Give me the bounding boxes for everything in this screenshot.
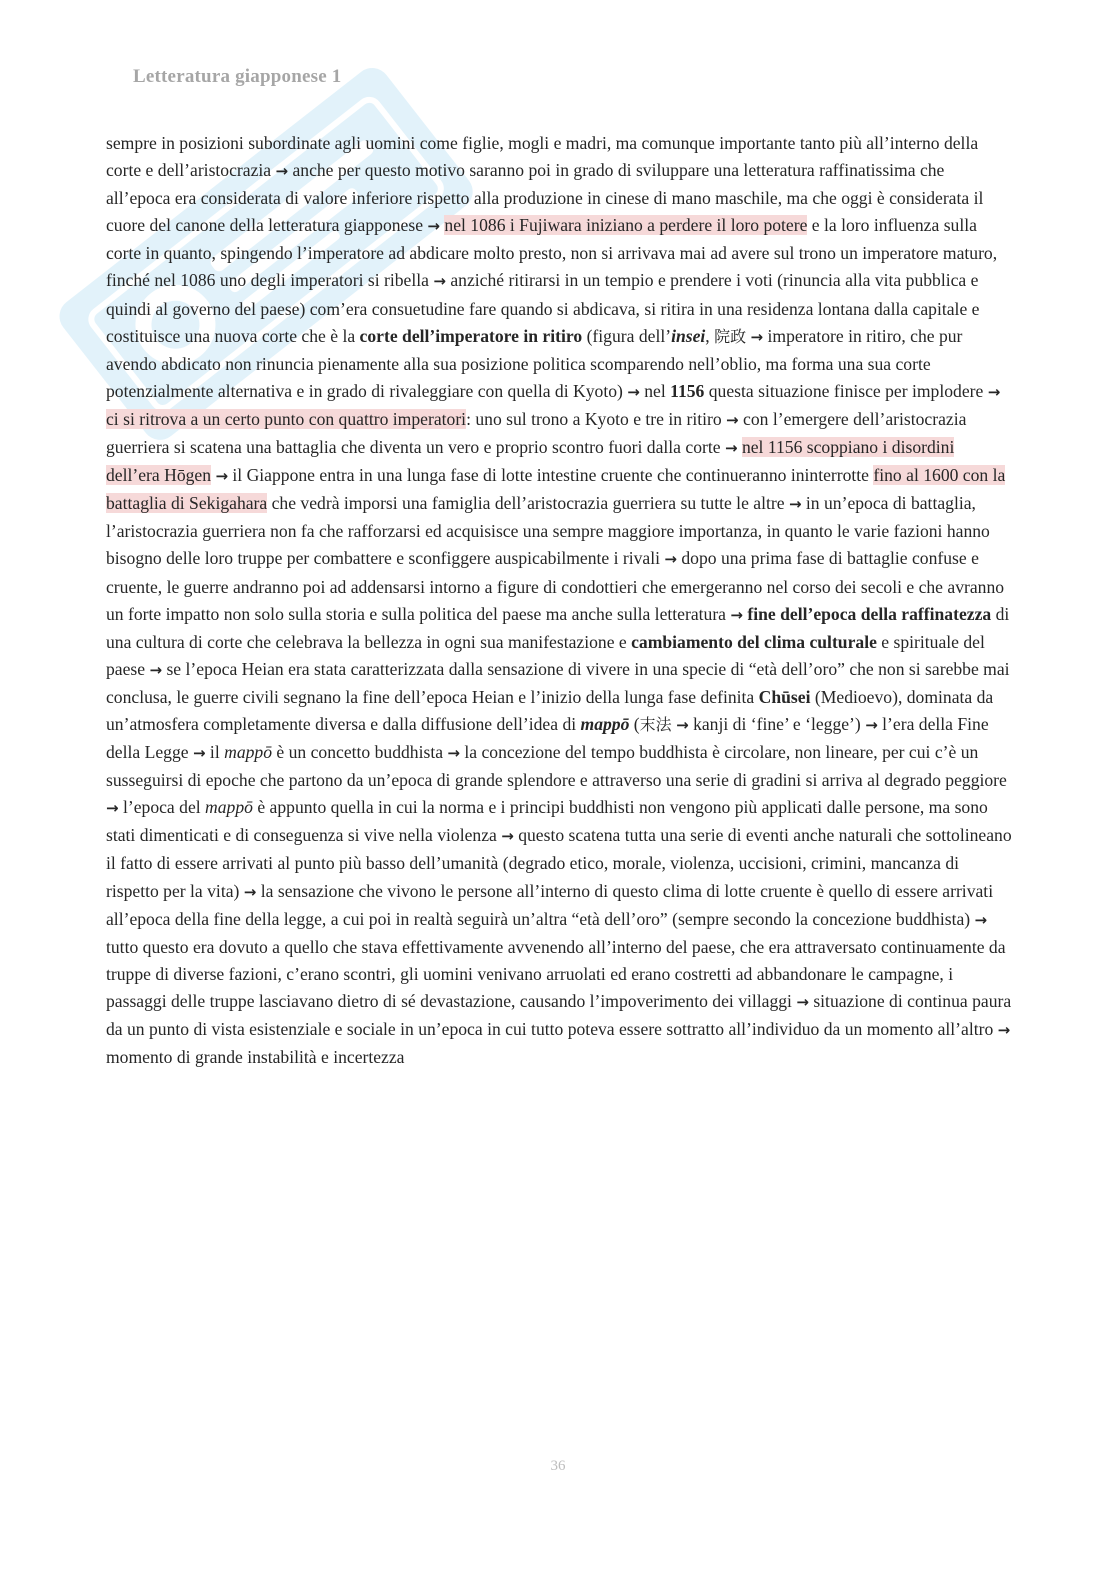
text-segment: momento di grande instabilità e incertezza — [106, 1047, 405, 1068]
arrow-icon: → — [974, 910, 988, 929]
kanji-text: 末法 — [639, 714, 672, 734]
text-segment: anziché ritirarsi in un tempio e prendere i voti (rinuncia alla vita pubblica e quindi al governo del paese) com’era consuetudine fare quando si abdicava, si ritira in una residenza lontana dalla capitale e costituisce una nuova corte che è la — [106, 270, 980, 346]
text-segment: : uno sul trono a Kyoto e tre in ritiro — [466, 408, 727, 429]
bold-term: corte dell’imperatore in ritiro — [359, 325, 583, 346]
text-segment: la concezione del tempo buddhista è circolare, non lineare, per cui c’è un susseguirsi di epoche che partono da un’epoca di grande splendore e attraverso una serie di gradini si arriva al degrado peggiore — [106, 742, 1007, 791]
text-segment: ( — [629, 713, 640, 734]
bold-italic-term: insei — [671, 325, 706, 346]
arrow-icon: → — [149, 660, 163, 679]
text-segment: la sensazione che vivono le persone all’interno di questo clima di lotte cruente è quello di essere arrivati all’epoca della fine della legge, a cui poi in realtà seguirà un’altra “età dell’oro” (sempre secondo la concezione buddhista) — [106, 880, 994, 929]
arrow-icon: → — [427, 217, 440, 236]
arrow-icon: → — [865, 715, 878, 734]
arrow-icon: → — [192, 744, 206, 763]
arrow-icon: → — [730, 605, 743, 624]
text-segment: il Giappone entra in una lunga fase di lotte intestine cruente che continueranno ininterrotte — [228, 465, 874, 486]
text-segment: dopo una prima fase di battaglie confuse e cruente, le guerre andranno poi ad addensarsi intorno a figure di condottieri che emergeranno nel corso dei secoli e che avranno un forte impatto non solo sulla storia e sulla politica del paese ma anche sulla letteratura — [106, 548, 1005, 624]
arrow-icon: → — [664, 550, 677, 569]
bold-term: fine dell’epoca della raffinatezza — [747, 603, 992, 624]
highlighted-text: ci si ritrova a un certo punto con quattro imperatori — [106, 408, 467, 429]
text-segment: sempre in posizioni subordinate agli uomini come figlie, mogli e madri, ma comunque importante tanto più all’interno della corte e dell’aristocrazia — [106, 133, 979, 181]
highlighted-text: nel 1156 scoppiano i disordini dell’era Hōgen — [106, 437, 955, 486]
arrow-icon: → — [726, 410, 739, 429]
text-segment: questo scatena tutta una serie di eventi anche naturali che sottolineano il fatto di essere arrivati al punto più basso dell’umanità (degrado etico, morale, violenza, uccisioni, crimini, mancanza di rispetto per la vita) — [106, 825, 1012, 901]
text-segment: in un’epoca di battaglia, l’aristocrazia guerriera non fa che rafforzarsi ed acquisisce una sempre maggiore importanza, in quanto le varie fazioni hanno bisogno delle loro truppe per combattere e sconfiggere auspicabilmente i rivali — [106, 493, 990, 569]
bold-term: Chūsei — [758, 686, 811, 707]
arrow-icon: → — [215, 467, 229, 486]
text-segment: se l’epoca Heian era stata caratterizzata dalla sensazione di vivere in una specie di “età dell’oro” che non si sarebbe mai conclusa, le guerre civili segnano la fine dell’epoca Heian e l’inizio della lunga fase definita — [106, 658, 1010, 707]
text-segment: kanji di ‘fine’ e ‘legge’) — [688, 713, 866, 734]
highlighted-text: nel 1086 i Fujiwara iniziano a perdere il loro potere — [444, 215, 808, 236]
text-segment: di una cultura di corte che celebrava la bellezza in ogni sua manifestazione e — [106, 603, 1010, 652]
text-segment: e spirituale del paese — [106, 631, 985, 679]
kanji-text: 院政 — [714, 326, 747, 346]
body-paragraph — [106, 130, 1012, 1071]
arrow-icon: → — [676, 715, 689, 734]
text-segment: è appunto quella in cui la norma e i principi buddhisti non vengono più applicati dalle persone, ma sono stati dimenticati e di conseguenza si vive nella violenza — [106, 797, 988, 846]
arrow-icon: → — [788, 495, 802, 514]
arrow-icon: → — [106, 799, 119, 818]
text-segment: nel — [639, 380, 671, 401]
italic-term: mappō — [224, 742, 273, 763]
bold-term: cambiamento del clima culturale — [631, 631, 877, 652]
arrow-icon: → — [997, 1021, 1011, 1039]
text-segment: tutto questo era dovuto a quello che stava effettivamente avvenendo all’interno del paese, che era attraversato continuamente da truppe di diverse fazioni, c’erano scontri, gli uomini venivano arruolati ed erano costretti ad abbandonare le campagne, i passaggi delle truppe lasciavano dietro di sé devastazione, causando l’impoverimento dei villaggi — [106, 936, 1006, 1011]
arrow-icon: → — [750, 327, 764, 346]
arrow-icon: → — [447, 744, 460, 763]
arrow-icon: → — [987, 382, 1001, 401]
highlighted-text: fino al 1600 con la battaglia di Sekigahara — [106, 465, 1006, 514]
text-segment: è un concetto buddhista — [272, 742, 448, 763]
text-segment: , — [705, 325, 715, 346]
text-segment: l’epoca del — [118, 797, 206, 818]
bold-term: 1156 — [670, 380, 705, 401]
page-number: 36 — [550, 1458, 566, 1474]
text-segment: (figura dell’ — [582, 325, 672, 346]
text-segment: l’era della Fine della Legge — [106, 713, 989, 763]
text-segment: imperatore in ritiro, che pur avendo abdicato non rinuncia pienamente alla sua posizione politica scomparendo nell’oblio, ma forma una sua corte potenzialmente alternativa e in grado di rivaleggiare con quella di Kyoto) — [106, 325, 963, 401]
text-segment: questa situazione finisce per implodere — [704, 380, 988, 401]
text-segment: situazione di continua paura da un punto di vista esistenziale e sociale in un’epoca in cui tutto poteva essere sottratto all’individuo da un momento all’altro — [106, 990, 1012, 1039]
arrow-icon: → — [796, 992, 809, 1011]
text-segment: anche per questo motivo saranno poi in grado di sviluppare una letteratura raffinatissima che all’epoca era considerata di valore inferiore rispetto alla produzione in cinese di mano maschile, ma che oggi è considerata il cuore del canone della letteratura giapponese — [106, 160, 984, 236]
bold-italic-term: mappō — [580, 713, 630, 734]
text-segment: che vedrà imporsi una famiglia dell’aristocrazia guerriera su tutte le altre — [267, 493, 789, 514]
page-header-title: Letteratura giapponese 1 — [133, 66, 342, 87]
arrow-icon: → — [433, 272, 446, 291]
arrow-icon: → — [724, 439, 738, 458]
arrow-icon: → — [275, 162, 289, 181]
italic-term: mappō — [205, 797, 253, 818]
arrow-icon: → — [627, 382, 640, 401]
text-segment: il — [205, 742, 225, 763]
text-segment: e la loro influenza sulla corte in quanto, spingendo l’imperatore ad abdicare molto presto, non si arrivava mai ad avere sul trono un imperatore maturo, finché nel 1086 uno degli imperatori si ribella — [106, 215, 998, 291]
text-segment: con l’emergere dell’aristocrazia guerriera si scatena una battaglia che diventa un vero e proprio scontro fuori dalla corte — [106, 408, 967, 458]
text-segment: (Medioevo), dominata da un’atmosfera completamente diversa e dalla diffusione dell’idea di — [106, 686, 994, 734]
arrow-icon: → — [243, 882, 257, 901]
arrow-icon: → — [501, 827, 514, 846]
